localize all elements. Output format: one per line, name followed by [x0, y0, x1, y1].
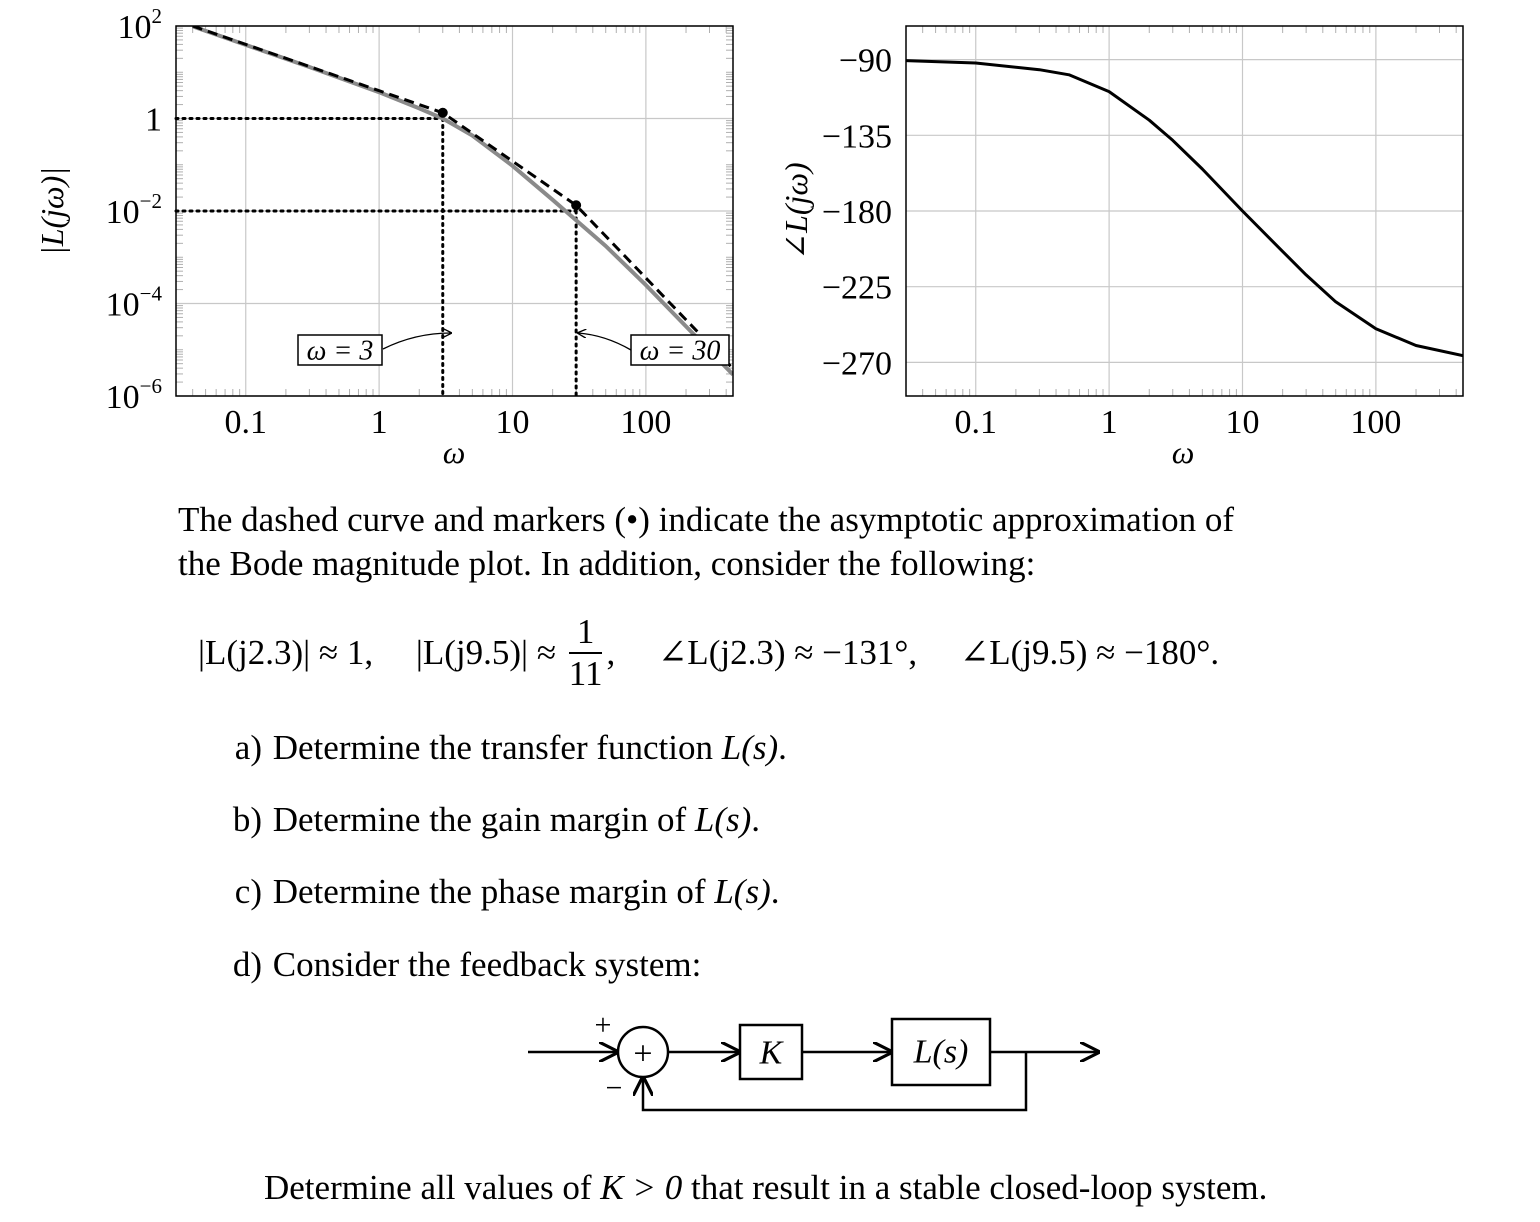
y-tick-label: $10^{-6}$	[105, 374, 162, 416]
eq-magnitude-9-5: |L(j9.5)| ≈	[415, 633, 557, 672]
y-tick-label: −180	[821, 194, 892, 231]
y-tick-label: −135	[821, 118, 892, 156]
phase-plot	[778, 26, 1463, 470]
fraction-one-eleventh	[569, 612, 603, 694]
magnitude-ylabel: |L(jω)|	[34, 166, 70, 256]
magnitude-curves	[193, 26, 733, 375]
x-tick-label: 100	[1350, 404, 1402, 441]
annotation-arrow-w30	[578, 333, 631, 350]
bode-plots	[0, 0, 1540, 470]
summing-symbol: +	[633, 1035, 653, 1073]
question-text: Determine the phase margin of	[272, 872, 706, 911]
x-tick-label: 0.1	[954, 404, 997, 441]
question-end: .	[778, 728, 787, 767]
eq-magnitude-2-3: |L(j2.3)| ≈ 1,	[198, 633, 374, 672]
phase-series-line	[906, 61, 1463, 356]
magnitude-series-line	[193, 26, 733, 374]
intro-line-2: the Bode magnitude plot. In addition, consider the following:	[178, 544, 1036, 583]
annotation-w30: ω = 30	[639, 335, 721, 367]
fraction-numerator: 1	[569, 612, 603, 654]
x-tick-label: 10	[1225, 404, 1260, 441]
breakpoint-marker	[438, 108, 448, 118]
final-text-pre: Determine all values of	[264, 1168, 592, 1207]
question-text: Determine the transfer function	[272, 728, 713, 767]
y-tick-label: $10^2$	[117, 4, 162, 46]
feedback-block-diagram	[0, 1005, 1540, 1125]
y-tick-label: $10^{-2}$	[105, 189, 162, 231]
x-tick-label: 1	[1100, 404, 1118, 441]
question-d	[212, 945, 701, 985]
y-tick-label: −90	[838, 42, 892, 80]
final-question	[264, 1168, 1267, 1208]
annotation-arrow-w3	[383, 333, 451, 349]
intro-line-1: The dashed curve and markers (•) indicate the asymptotic approximation of	[178, 500, 1235, 539]
given-equations	[198, 612, 1219, 702]
question-end: .	[751, 800, 761, 839]
magnitude-plot	[34, 4, 733, 470]
final-math: K > 0	[600, 1168, 683, 1207]
question-a	[212, 728, 787, 768]
phase-curves	[906, 61, 1463, 356]
intro-paragraph	[178, 498, 1408, 586]
x-tick-label: 0.1	[224, 404, 267, 441]
phase-xlabel: ω	[1171, 434, 1195, 470]
question-label: c)	[234, 872, 262, 911]
x-tick-label: 100	[620, 404, 672, 441]
question-label: a)	[234, 728, 262, 767]
final-text-post: that result in a stable closed-loop system.	[690, 1168, 1268, 1207]
plant-label: L(s)	[913, 1033, 969, 1071]
fraction-denominator: 11	[568, 654, 603, 693]
y-tick-label: −225	[821, 269, 892, 307]
gain-label: K	[759, 1034, 783, 1072]
question-end: .	[770, 872, 780, 911]
phase-ylabel: ∠L(jω)	[778, 162, 814, 260]
question-text: Consider the feedback system:	[272, 945, 702, 984]
question-b	[212, 800, 760, 840]
question-text: Determine the gain margin of	[272, 800, 687, 839]
y-tick-label: 1	[145, 101, 162, 139]
y-tick-label: −270	[821, 345, 892, 383]
eq-comma: ,	[606, 633, 616, 672]
x-tick-label: 1	[370, 404, 388, 441]
annotation-w3: ω = 3	[306, 335, 374, 367]
eq-phase-2-3: ∠L(j2.3) ≈ −131°,	[657, 633, 918, 672]
question-label: b)	[232, 800, 262, 839]
asymptote-series-line	[193, 26, 733, 369]
question-c	[212, 872, 779, 912]
question-math: L(s)	[694, 800, 752, 839]
question-label: d)	[232, 945, 262, 984]
plus-sign: +	[594, 1008, 612, 1042]
x-tick-label: 10	[495, 404, 530, 441]
phase-grid	[906, 26, 1463, 396]
question-math: L(s)	[721, 728, 779, 767]
question-math: L(s)	[714, 872, 771, 911]
minus-sign: −	[605, 1071, 623, 1105]
eq-phase-9-5: ∠L(j9.5) ≈ −180°.	[959, 633, 1220, 672]
magnitude-xlabel: ω	[442, 434, 466, 470]
breakpoint-marker	[571, 200, 581, 210]
y-tick-label: $10^{-4}$	[105, 281, 162, 324]
